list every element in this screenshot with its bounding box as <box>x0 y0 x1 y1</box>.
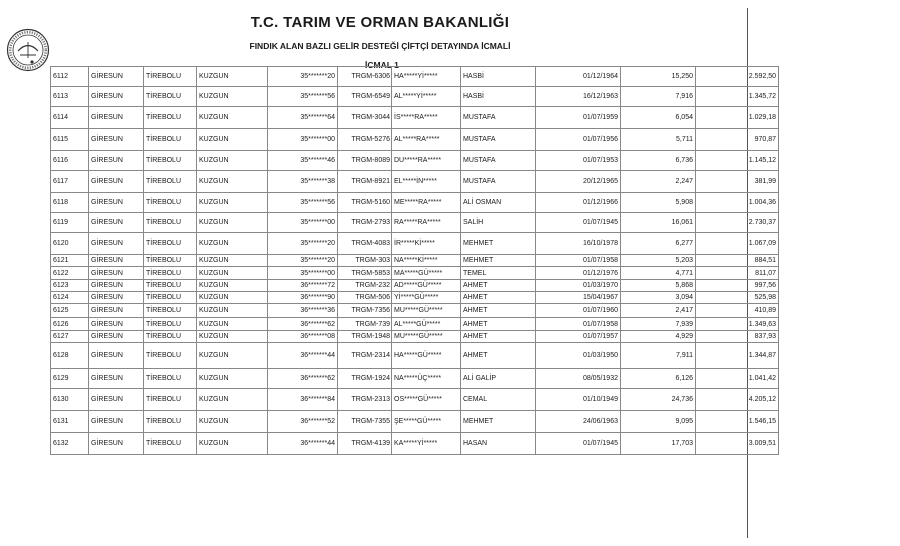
cell-il: GİRESUN <box>89 267 144 280</box>
cell-tc: 36*******36 <box>268 304 338 318</box>
table-row <box>51 331 779 343</box>
cell-tutar: 1.029,18 <box>696 107 779 129</box>
cell-tc: 36*******84 <box>268 389 338 411</box>
cell-tc: 36*******52 <box>268 411 338 433</box>
cell-alan: 4,771 <box>621 267 696 280</box>
cell-alan: 3,094 <box>621 292 696 304</box>
cell-tutar: 1.345,72 <box>696 87 779 107</box>
cell-tutar: 3.009,51 <box>696 433 779 455</box>
cell-trgm: TRGM-232 <box>338 280 392 292</box>
cell-koy: KUZGUN <box>197 369 268 389</box>
cell-ad: EL*****İN***** <box>392 171 461 193</box>
cell-baba: AHMET <box>461 318 536 331</box>
cell-tc: 36*******62 <box>268 318 338 331</box>
cell-trgm: TRGM-3044 <box>338 107 392 129</box>
cell-dt: 01/07/1956 <box>536 129 621 151</box>
cell-dt: 20/12/1965 <box>536 171 621 193</box>
cell-koy: KUZGUN <box>197 318 268 331</box>
cell-no: 6126 <box>51 318 89 331</box>
cell-il: GİRESUN <box>89 280 144 292</box>
table-row <box>51 267 779 280</box>
table-row <box>51 280 779 292</box>
cell-dt: 01/07/1958 <box>536 318 621 331</box>
cell-il: GİRESUN <box>89 129 144 151</box>
cell-tc: 36*******90 <box>268 292 338 304</box>
cell-koy: KUZGUN <box>197 389 268 411</box>
cell-no: 6124 <box>51 292 89 304</box>
cell-tutar: 1.546,15 <box>696 411 779 433</box>
cell-trgm: TRGM-7355 <box>338 411 392 433</box>
cell-alan: 17,703 <box>621 433 696 455</box>
cell-tc: 35*******56 <box>268 87 338 107</box>
table-row <box>51 171 779 193</box>
cell-tutar: 1.349,63 <box>696 318 779 331</box>
cell-ad: AL*****GÜ***** <box>392 318 461 331</box>
cell-tc: 35*******20 <box>268 67 338 87</box>
cell-no: 6114 <box>51 107 89 129</box>
cell-koy: KUZGUN <box>197 433 268 455</box>
section-label: İCMAL 1 <box>365 60 399 70</box>
cell-il: GİRESUN <box>89 389 144 411</box>
cell-ilce: TİREBOLU <box>144 343 197 369</box>
cell-baba: MUSTAFA <box>461 129 536 151</box>
cell-baba: ALİ OSMAN <box>461 193 536 213</box>
cell-trgm: TRGM-2793 <box>338 213 392 233</box>
cell-ad: MU*****GÜ***** <box>392 304 461 318</box>
cell-baba: MUSTAFA <box>461 171 536 193</box>
cell-trgm: TRGM-6306 <box>338 67 392 87</box>
cell-baba: MEHMET <box>461 255 536 267</box>
cell-dt: 01/07/1958 <box>536 255 621 267</box>
cell-no: 6120 <box>51 233 89 255</box>
cell-tutar: 884,51 <box>696 255 779 267</box>
cell-tc: 36*******08 <box>268 331 338 343</box>
cell-ilce: TİREBOLU <box>144 151 197 171</box>
cell-baba: MEHMET <box>461 233 536 255</box>
cell-koy: KUZGUN <box>197 129 268 151</box>
cell-koy: KUZGUN <box>197 151 268 171</box>
cell-dt: 16/10/1978 <box>536 233 621 255</box>
cell-tutar: 4.205,12 <box>696 389 779 411</box>
cell-baba: MUSTAFA <box>461 107 536 129</box>
cell-il: GİRESUN <box>89 433 144 455</box>
cell-baba: AHMET <box>461 331 536 343</box>
cell-no: 6116 <box>51 151 89 171</box>
table-row <box>51 304 779 318</box>
cell-tc: 35*******00 <box>268 213 338 233</box>
cell-trgm: TRGM-4083 <box>338 233 392 255</box>
cell-alan: 5,908 <box>621 193 696 213</box>
cell-ad: İR*****Kİ***** <box>392 233 461 255</box>
cell-koy: KUZGUN <box>197 267 268 280</box>
cell-tutar: 970,87 <box>696 129 779 151</box>
cell-ad: MA*****GÜ***** <box>392 267 461 280</box>
cell-no: 6117 <box>51 171 89 193</box>
cell-dt: 01/03/1970 <box>536 280 621 292</box>
table-row <box>51 292 779 304</box>
cell-koy: KUZGUN <box>197 171 268 193</box>
cell-ilce: TİREBOLU <box>144 171 197 193</box>
cell-ilce: TİREBOLU <box>144 107 197 129</box>
cell-koy: KUZGUN <box>197 67 268 87</box>
table-row <box>51 318 779 331</box>
cell-tutar: 997,56 <box>696 280 779 292</box>
cell-baba: HASAN <box>461 433 536 455</box>
table-row <box>51 193 779 213</box>
cell-koy: KUZGUN <box>197 280 268 292</box>
cell-dt: 08/05/1932 <box>536 369 621 389</box>
cell-ad: Yİ*****GÜ***** <box>392 292 461 304</box>
cell-ilce: TİREBOLU <box>144 304 197 318</box>
table-row <box>51 151 779 171</box>
cell-il: GİRESUN <box>89 107 144 129</box>
cell-tc: 35*******46 <box>268 151 338 171</box>
cell-no: 6118 <box>51 193 89 213</box>
cell-dt: 01/07/1945 <box>536 213 621 233</box>
cell-tc: 36*******72 <box>268 280 338 292</box>
cell-dt: 01/07/1953 <box>536 151 621 171</box>
cell-tc: 36*******44 <box>268 433 338 455</box>
cell-baba: HASBİ <box>461 67 536 87</box>
cell-koy: KUZGUN <box>197 255 268 267</box>
cell-dt: 24/06/1963 <box>536 411 621 433</box>
cell-alan: 5,203 <box>621 255 696 267</box>
cell-ad: RA*****RA***** <box>392 213 461 233</box>
cell-dt: 01/10/1949 <box>536 389 621 411</box>
cell-ilce: TİREBOLU <box>144 411 197 433</box>
cell-il: GİRESUN <box>89 318 144 331</box>
cell-ad: OS*****GÜ***** <box>392 389 461 411</box>
cell-trgm: TRGM-5276 <box>338 129 392 151</box>
cell-il: GİRESUN <box>89 304 144 318</box>
cell-alan: 7,939 <box>621 318 696 331</box>
cell-alan: 9,095 <box>621 411 696 433</box>
farmer-table <box>50 66 779 455</box>
cell-trgm: TRGM-8089 <box>338 151 392 171</box>
cell-il: GİRESUN <box>89 411 144 433</box>
cell-il: GİRESUN <box>89 292 144 304</box>
cell-alan: 6,054 <box>621 107 696 129</box>
cell-il: GİRESUN <box>89 213 144 233</box>
cell-trgm: TRGM-2314 <box>338 343 392 369</box>
cell-no: 6128 <box>51 343 89 369</box>
table-row <box>51 129 779 151</box>
cell-il: GİRESUN <box>89 193 144 213</box>
cell-baba: AHMET <box>461 280 536 292</box>
cell-il: GİRESUN <box>89 255 144 267</box>
table-row <box>51 433 779 455</box>
table-row <box>51 411 779 433</box>
cell-no: 6125 <box>51 304 89 318</box>
cell-ad: HA*****Yİ***** <box>392 67 461 87</box>
cell-tutar: 525,98 <box>696 292 779 304</box>
cell-koy: KUZGUN <box>197 233 268 255</box>
cell-ad: AD*****GÜ***** <box>392 280 461 292</box>
cell-ilce: TİREBOLU <box>144 331 197 343</box>
page-subtitle: FINDIK ALAN BAZLI GELİR DESTEĞİ ÇİFTÇİ DETAYINDA İCMALİ <box>249 41 511 51</box>
cell-koy: KUZGUN <box>197 213 268 233</box>
cell-trgm: TRGM-1948 <box>338 331 392 343</box>
cell-dt: 01/07/1945 <box>536 433 621 455</box>
cell-no: 6131 <box>51 411 89 433</box>
cell-trgm: TRGM-8921 <box>338 171 392 193</box>
cell-ilce: TİREBOLU <box>144 318 197 331</box>
cell-alan: 6,736 <box>621 151 696 171</box>
cell-tc: 35*******00 <box>268 267 338 280</box>
cell-alan: 5,868 <box>621 280 696 292</box>
cell-baba: HASBİ <box>461 87 536 107</box>
cell-trgm: TRGM-506 <box>338 292 392 304</box>
table-row <box>51 233 779 255</box>
cell-alan: 5,711 <box>621 129 696 151</box>
cell-dt: 01/12/1966 <box>536 193 621 213</box>
cell-il: GİRESUN <box>89 171 144 193</box>
page-title: T.C. TARIM VE ORMAN BAKANLIĞI <box>250 14 510 31</box>
cell-tutar: 2.592,50 <box>696 67 779 87</box>
cell-ilce: TİREBOLU <box>144 255 197 267</box>
cell-alan: 4,929 <box>621 331 696 343</box>
cell-no: 6127 <box>51 331 89 343</box>
cell-no: 6122 <box>51 267 89 280</box>
cell-tutar: 1.067,09 <box>696 233 779 255</box>
cell-trgm: TRGM-5160 <box>338 193 392 213</box>
cell-no: 6112 <box>51 67 89 87</box>
cell-dt: 01/03/1950 <box>536 343 621 369</box>
cell-baba: AHMET <box>461 343 536 369</box>
cell-dt: 01/07/1957 <box>536 331 621 343</box>
cell-trgm: TRGM-303 <box>338 255 392 267</box>
cell-trgm: TRGM-739 <box>338 318 392 331</box>
cell-baba: CEMAL <box>461 389 536 411</box>
cell-alan: 2,417 <box>621 304 696 318</box>
table-row <box>51 343 779 369</box>
cell-baba: AHMET <box>461 292 536 304</box>
cell-tutar: 1.145,12 <box>696 151 779 171</box>
cell-dt: 01/07/1959 <box>536 107 621 129</box>
table-row <box>51 369 779 389</box>
cell-tutar: 1.344,87 <box>696 343 779 369</box>
table-row <box>51 87 779 107</box>
cell-koy: KUZGUN <box>197 343 268 369</box>
cell-trgm: TRGM-2313 <box>338 389 392 411</box>
farmer-table-body <box>51 67 779 455</box>
cell-koy: KUZGUN <box>197 411 268 433</box>
table-row <box>51 67 779 87</box>
cell-tc: 35*******38 <box>268 171 338 193</box>
cell-tutar: 410,89 <box>696 304 779 318</box>
cell-ad: ŞE*****GÜ***** <box>392 411 461 433</box>
cell-koy: KUZGUN <box>197 87 268 107</box>
cell-ilce: TİREBOLU <box>144 67 197 87</box>
cell-tutar: 381,99 <box>696 171 779 193</box>
cell-tc: 35*******56 <box>268 193 338 213</box>
cell-dt: 01/12/1976 <box>536 267 621 280</box>
cell-ilce: TİREBOLU <box>144 280 197 292</box>
cell-ad: KA*****Yİ***** <box>392 433 461 455</box>
cell-tutar: 837,93 <box>696 331 779 343</box>
cell-no: 6123 <box>51 280 89 292</box>
cell-ad: NA*****ÜÇ***** <box>392 369 461 389</box>
cell-baba: ALİ GALİP <box>461 369 536 389</box>
cell-ad: ME*****RA***** <box>392 193 461 213</box>
table-row <box>51 389 779 411</box>
cell-baba: AHMET <box>461 304 536 318</box>
cell-trgm: TRGM-7356 <box>338 304 392 318</box>
cell-ilce: TİREBOLU <box>144 389 197 411</box>
cell-ad: AL*****RA***** <box>392 129 461 151</box>
cell-alan: 7,916 <box>621 87 696 107</box>
cell-koy: KUZGUN <box>197 193 268 213</box>
cell-no: 6129 <box>51 369 89 389</box>
cell-alan: 2,247 <box>621 171 696 193</box>
cell-ilce: TİREBOLU <box>144 433 197 455</box>
cell-alan: 6,277 <box>621 233 696 255</box>
cell-ad: MU*****GÜ***** <box>392 331 461 343</box>
cell-alan: 24,736 <box>621 389 696 411</box>
cell-dt: 15/04/1967 <box>536 292 621 304</box>
cell-ad: İS*****RA***** <box>392 107 461 129</box>
cell-tc: 35*******00 <box>268 129 338 151</box>
cell-ad: NA*****Kİ***** <box>392 255 461 267</box>
cell-baba: MEHMET <box>461 411 536 433</box>
cell-tc: 35*******64 <box>268 107 338 129</box>
cell-alan: 7,911 <box>621 343 696 369</box>
cell-tc: 36*******44 <box>268 343 338 369</box>
cell-trgm: TRGM-1924 <box>338 369 392 389</box>
cell-ad: AL*****Yİ***** <box>392 87 461 107</box>
cell-ad: HA*****GÜ***** <box>392 343 461 369</box>
cell-il: GİRESUN <box>89 233 144 255</box>
cell-trgm: TRGM-4139 <box>338 433 392 455</box>
cell-tc: 35*******20 <box>268 255 338 267</box>
cell-il: GİRESUN <box>89 67 144 87</box>
cell-no: 6130 <box>51 389 89 411</box>
cell-no: 6121 <box>51 255 89 267</box>
cell-il: GİRESUN <box>89 151 144 171</box>
cell-ilce: TİREBOLU <box>144 369 197 389</box>
cell-tutar: 811,07 <box>696 267 779 280</box>
cell-no: 6113 <box>51 87 89 107</box>
table-row <box>51 255 779 267</box>
cell-koy: KUZGUN <box>197 304 268 318</box>
cell-ilce: TİREBOLU <box>144 292 197 304</box>
cell-dt: 01/07/1960 <box>536 304 621 318</box>
cell-tutar: 2.730,37 <box>696 213 779 233</box>
cell-il: GİRESUN <box>89 369 144 389</box>
cell-trgm: TRGM-6549 <box>338 87 392 107</box>
cell-koy: KUZGUN <box>197 107 268 129</box>
table-row <box>51 107 779 129</box>
cell-dt: 16/12/1963 <box>536 87 621 107</box>
cell-koy: KUZGUN <box>197 292 268 304</box>
cell-dt: 01/12/1964 <box>536 67 621 87</box>
cell-alan: 15,250 <box>621 67 696 87</box>
cell-tc: 36*******62 <box>268 369 338 389</box>
table-row <box>51 213 779 233</box>
cell-tutar: 1.041,42 <box>696 369 779 389</box>
cell-baba: SALİH <box>461 213 536 233</box>
cell-tc: 35*******20 <box>268 233 338 255</box>
cell-tutar: 1.004,36 <box>696 193 779 213</box>
cell-no: 6132 <box>51 433 89 455</box>
cell-baba: MUSTAFA <box>461 151 536 171</box>
cell-ilce: TİREBOLU <box>144 129 197 151</box>
cell-alan: 16,061 <box>621 213 696 233</box>
cell-ilce: TİREBOLU <box>144 233 197 255</box>
cell-alan: 6,126 <box>621 369 696 389</box>
cell-koy: KUZGUN <box>197 331 268 343</box>
cell-ilce: TİREBOLU <box>144 87 197 107</box>
cell-ilce: TİREBOLU <box>144 193 197 213</box>
cell-trgm: TRGM-5853 <box>338 267 392 280</box>
cell-il: GİRESUN <box>89 343 144 369</box>
cell-ilce: TİREBOLU <box>144 213 197 233</box>
cell-ad: DU*****RA***** <box>392 151 461 171</box>
cell-il: GİRESUN <box>89 331 144 343</box>
cell-baba: TEMEL <box>461 267 536 280</box>
cell-no: 6119 <box>51 213 89 233</box>
cell-no: 6115 <box>51 129 89 151</box>
cell-il: GİRESUN <box>89 87 144 107</box>
cell-ilce: TİREBOLU <box>144 267 197 280</box>
